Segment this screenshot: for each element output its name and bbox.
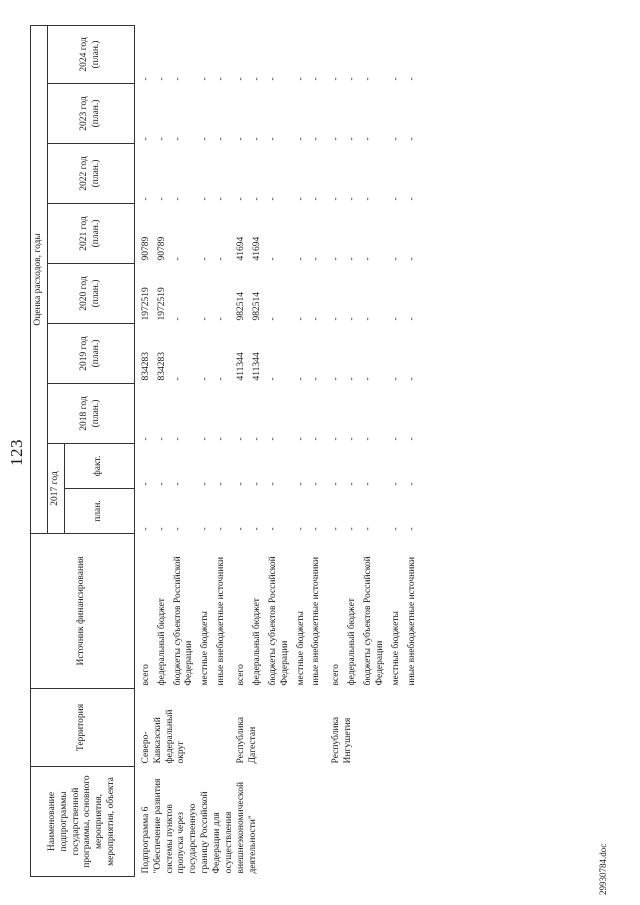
value-cell: - — [331, 527, 342, 531]
value-cell: - — [295, 482, 306, 486]
value-cell: - — [406, 77, 417, 81]
value-cell: - — [363, 197, 373, 201]
value-cell: - — [363, 137, 373, 141]
value-cell: - — [390, 77, 401, 81]
value-cell: - — [311, 77, 322, 81]
value-cell: - — [331, 197, 342, 201]
header-2020: 2020 год (план.) — [47, 264, 134, 324]
table-body — [134, 25, 420, 876]
value-cell: - — [390, 437, 401, 441]
value-cell: - — [363, 317, 373, 321]
value-cell: - — [267, 77, 278, 81]
value-cell: - — [200, 137, 211, 141]
value-cell: - — [311, 197, 322, 201]
table-header — [31, 25, 135, 876]
value-cell: - — [200, 257, 211, 261]
value-cell: - — [172, 197, 183, 201]
program-name: Подпрограмма 6 "Обеспечение развития системы пунктов пропуска через государственную границу Российской Федерации для осуществления внешнеэкономической деятельности" — [140, 778, 258, 874]
value-cell: - — [406, 527, 417, 531]
value-cell: - — [390, 137, 401, 141]
value-cell: - — [156, 527, 167, 531]
value-cell: - — [267, 482, 278, 486]
value-cell: - — [295, 137, 306, 141]
source-cell: местные бюджеты — [200, 611, 211, 686]
value-cell: - — [331, 257, 342, 261]
value-cell: - — [331, 77, 342, 81]
source-cell: федеральный бюджет — [156, 598, 167, 686]
value-cell: - — [331, 437, 342, 441]
territory-cell: Северо-Кавказский федеральный округ — [140, 709, 187, 764]
value-cell: - — [200, 482, 211, 486]
value-cell: - — [140, 197, 151, 201]
value-cell: - — [390, 197, 401, 201]
value-cell: - — [267, 197, 278, 201]
value-cell: - — [406, 377, 417, 381]
value-cell: - — [363, 482, 373, 486]
value-cell: - — [200, 77, 211, 81]
source-cell: федеральный бюджет — [347, 598, 358, 686]
territory-cell: Республика Ингушетия — [331, 716, 354, 764]
value-cell: - — [172, 482, 183, 486]
value-cell: 41694 — [236, 236, 246, 261]
value-cell: - — [267, 527, 278, 531]
value-cell: - — [156, 482, 167, 486]
header-estimate: Оценка расходов, годы — [31, 25, 48, 533]
value-cell: - — [216, 527, 227, 531]
source-cell: всего — [236, 664, 246, 686]
value-cell: - — [311, 437, 322, 441]
value-cell: - — [236, 77, 246, 81]
header-source: Источник финансирования — [31, 534, 135, 689]
value-cell: - — [331, 317, 342, 321]
value-cell: - — [390, 377, 401, 381]
value-cell: - — [251, 437, 262, 441]
value-cell: - — [251, 197, 262, 201]
source-cell: местные бюджеты — [295, 611, 306, 686]
value-cell: - — [295, 437, 306, 441]
value-cell: - — [172, 137, 183, 141]
value-cell: - — [347, 137, 358, 141]
value-cell: - — [172, 437, 183, 441]
value-cell: 411344 — [236, 352, 246, 381]
value-cell: 90789 — [140, 236, 151, 261]
value-cell: - — [267, 317, 278, 321]
value-cell: - — [406, 137, 417, 141]
value-cell: - — [347, 317, 358, 321]
value-cell: - — [156, 197, 167, 201]
value-cell: - — [363, 377, 373, 381]
value-cell: - — [172, 317, 183, 321]
value-cell: - — [251, 137, 262, 141]
value-cell: - — [311, 317, 322, 321]
value-cell: - — [156, 137, 167, 141]
value-cell: - — [236, 437, 246, 441]
value-cell: 1972519 — [140, 287, 151, 321]
value-cell: - — [267, 137, 278, 141]
value-cell: - — [390, 257, 401, 261]
value-cell: - — [406, 437, 417, 441]
header-year-2017: 2017 год — [47, 444, 64, 534]
value-cell: - — [331, 482, 342, 486]
value-cell: - — [267, 437, 278, 441]
value-cell: - — [295, 257, 306, 261]
value-cell: - — [216, 377, 227, 381]
value-cell: 411344 — [251, 352, 262, 381]
value-cell: 90789 — [156, 236, 167, 261]
value-cell: - — [390, 482, 401, 486]
value-cell: - — [406, 317, 417, 321]
value-cell: - — [363, 437, 373, 441]
source-cell: бюджеты субъектов Российской Федерации — [172, 556, 195, 686]
source-cell: федеральный бюджет — [251, 598, 262, 686]
value-cell: - — [406, 197, 417, 201]
value-cell: - — [347, 482, 358, 486]
value-cell: 834283 — [156, 352, 167, 381]
value-cell: - — [236, 137, 246, 141]
value-cell: - — [140, 482, 151, 486]
source-cell: иные внебюджетные источники — [311, 556, 322, 686]
value-cell: - — [216, 437, 227, 441]
value-cell: - — [200, 317, 211, 321]
value-cell: - — [295, 197, 306, 201]
value-cell: - — [251, 527, 262, 531]
value-cell: 1972519 — [156, 287, 167, 321]
value-cell: 982514 — [236, 292, 246, 321]
value-cell: - — [295, 377, 306, 381]
value-cell: - — [236, 527, 246, 531]
value-cell: - — [406, 257, 417, 261]
source-cell: всего — [140, 664, 151, 686]
header-2023: 2023 год (план.) — [47, 84, 134, 144]
value-cell: - — [172, 257, 183, 261]
value-cell: 982514 — [251, 292, 262, 321]
value-cell: - — [331, 137, 342, 141]
header-2018: 2018 год (план.) — [47, 384, 134, 444]
value-cell: - — [140, 437, 151, 441]
value-cell: - — [216, 317, 227, 321]
value-cell: - — [172, 77, 183, 81]
value-cell: - — [216, 482, 227, 486]
budget-table — [30, 25, 421, 877]
value-cell: - — [156, 77, 167, 81]
value-cell: - — [140, 527, 151, 531]
header-plan: план. — [64, 489, 134, 534]
page-number: 123 — [7, 439, 26, 466]
value-cell: - — [295, 77, 306, 81]
source-cell: иные внебюджетные источники — [406, 556, 417, 686]
value-cell: - — [140, 137, 151, 141]
value-cell: - — [200, 527, 211, 531]
value-cell: - — [331, 377, 342, 381]
source-cell: бюджеты субъектов Российской Федерации — [363, 556, 385, 686]
value-cell: - — [347, 257, 358, 261]
value-cell: - — [267, 257, 278, 261]
value-cell: - — [347, 197, 358, 201]
table-row — [325, 25, 345, 876]
value-cell: - — [156, 437, 167, 441]
value-cell: - — [311, 257, 322, 261]
document-id: 29930784.doc — [598, 843, 608, 895]
header-2024: 2024 год (план.) — [47, 25, 134, 83]
value-cell: - — [140, 77, 151, 81]
value-cell: - — [251, 482, 262, 486]
value-cell: - — [236, 197, 246, 201]
value-cell: - — [390, 527, 401, 531]
value-cell: - — [200, 437, 211, 441]
value-cell: - — [216, 77, 227, 81]
value-cell: - — [267, 377, 278, 381]
source-cell: бюджеты субъектов Российской Федерации — [267, 556, 290, 686]
value-cell: - — [200, 377, 211, 381]
table-row — [134, 25, 154, 876]
value-cell: - — [172, 527, 183, 531]
value-cell: - — [347, 437, 358, 441]
header-2019: 2019 год (план.) — [47, 324, 134, 384]
value-cell: - — [236, 482, 246, 486]
value-cell: 41694 — [251, 236, 262, 261]
value-cell: - — [172, 377, 183, 381]
value-cell: - — [363, 527, 373, 531]
value-cell: - — [406, 482, 417, 486]
value-cell: 834283 — [140, 352, 151, 381]
table-row — [230, 25, 250, 876]
value-cell: - — [347, 77, 358, 81]
header-name: Наименование подпрограммы государственной программы, основного мероприятия, мероприятия, объекта — [31, 767, 135, 877]
value-cell: - — [347, 377, 358, 381]
value-cell: - — [251, 77, 262, 81]
value-cell: - — [311, 527, 322, 531]
value-cell: - — [347, 527, 358, 531]
value-cell: - — [363, 77, 373, 81]
value-cell: - — [200, 197, 211, 201]
value-cell: - — [295, 317, 306, 321]
value-cell: - — [216, 257, 227, 261]
value-cell: - — [311, 377, 322, 381]
value-cell: - — [216, 137, 227, 141]
value-cell: - — [216, 197, 227, 201]
value-cell: - — [311, 482, 322, 486]
value-cell: - — [295, 527, 306, 531]
source-cell: всего — [331, 664, 342, 686]
territory-cell: Республика Дагестан — [236, 716, 258, 764]
value-cell: - — [363, 257, 373, 261]
source-cell: местные бюджеты — [390, 611, 401, 686]
header-2022: 2022 год (план.) — [47, 144, 134, 204]
value-cell: - — [390, 317, 401, 321]
source-cell: иные внебюджетные источники — [216, 556, 227, 686]
header-territory: Территория — [31, 689, 135, 767]
header-2021: 2021 год (план.) — [47, 204, 134, 264]
header-fact: факт. — [64, 444, 134, 489]
value-cell: - — [311, 137, 322, 141]
